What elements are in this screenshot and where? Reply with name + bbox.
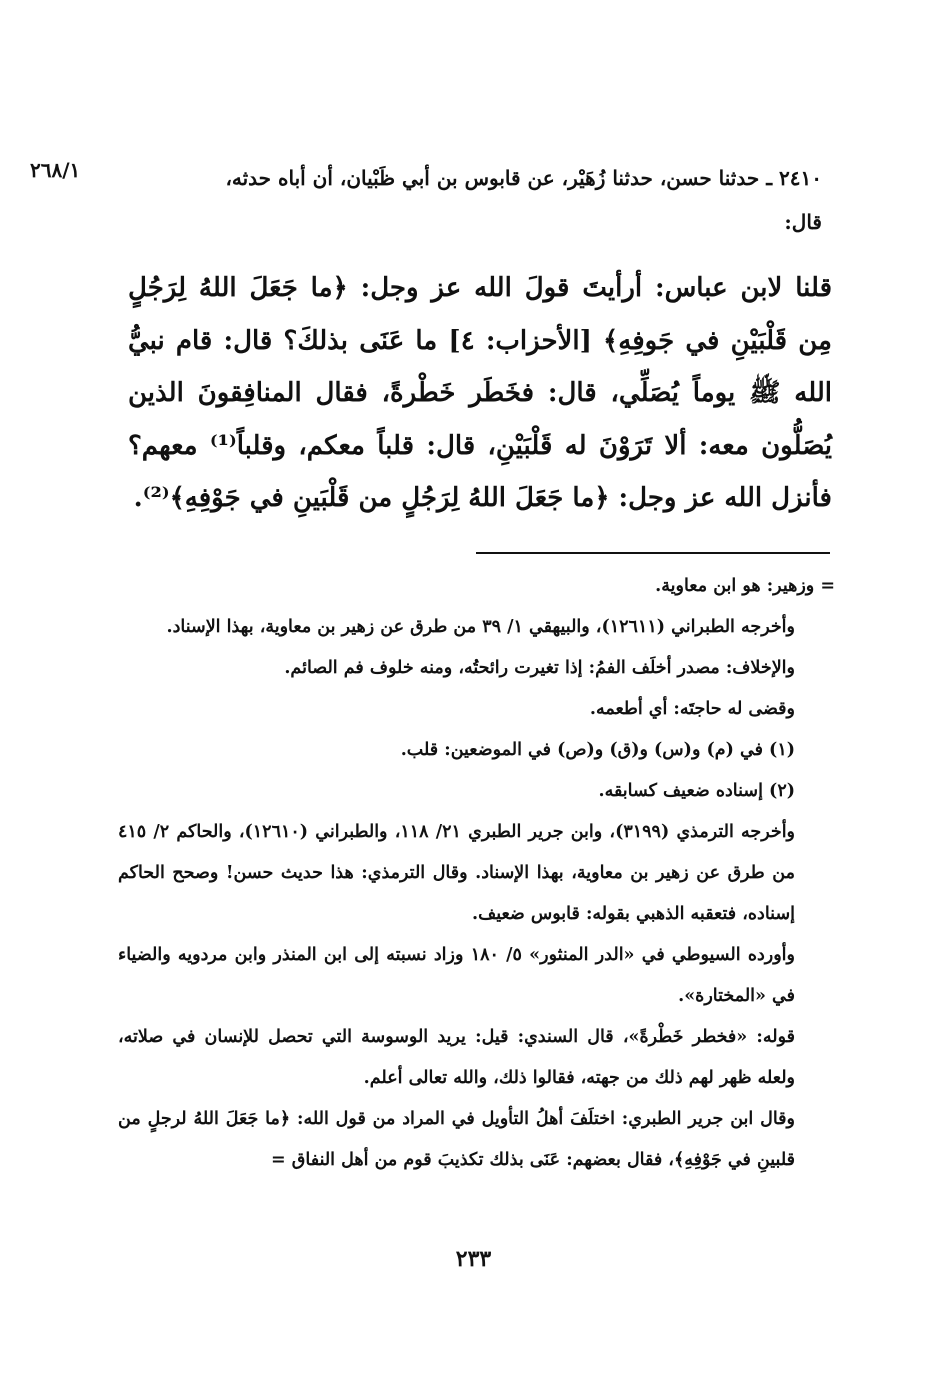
footnote-one: (١) في (م) و(س) و(ق) و(ص) في الموضعين: قلب.	[400, 740, 795, 760]
footnote-separator	[476, 552, 830, 554]
page-number: ٢٣٣	[455, 1246, 492, 1272]
footnotes	[118, 566, 835, 1181]
footnote-paragraph: وأخرجه الترمذي (٣١٩٩)، وابن جرير الطبري ٢١/ ١١٨، والطبراني (١٢٦١٠)، والحاكم ٢/ ٤١٥ من طرق عن زهير بن معاوية، بهذا الإسناد. وقال الترمذي: هذا حديث حسن! وصحح الحاكم إسناده، فتعقبه الذهبي بقوله: قابوس ضعيف.	[118, 822, 796, 924]
footnote-two: (٢) إسناده ضعيف كسابقه.	[598, 781, 795, 801]
footnote-continuation: = وزهير: هو ابن معاوية.	[655, 576, 835, 596]
hadith-body-paragraph: قلنا لابن عباس: أرأيتَ قولَ الله عز وجل: ﴿ما جَعَلَ اللهُ لِرَجُلٍ مِن قَلْبَيْنِ في جَوفِهِ﴾ [الأحزاب: ٤] ما عَنَى بذلكَ؟ قال: قام نبيُّ الله ﷺ يوماً يُصَلِّي، قال: فخَطَر خَطْرةً، فقال المنافِقونَ الذين يُصَلُّون معه: ألا تَرَوْنَ له قَلْبَيْنِ، قال: قلباً معكم، وقلباً⁽¹⁾ معهم؟ فأنزل الله عز وجل: ﴿ما جَعَلَ اللهُ لِرَجُلٍ من قَلْبَينِ في جَوْفِهِ﴾⁽²⁾.	[128, 273, 832, 513]
hadith-heading	[172, 156, 822, 244]
footnote-paragraph: وأورده السيوطي في «الدر المنثور» ٥/ ١٨٠ وزاد نسبته إلى ابن المنذر وابن مردويه والضياء في «المختارة».	[118, 945, 795, 1006]
footnote-paragraph: والإخلاف: مصدر أخلَف الفمُ: إذا تغيرت رائحتُه، ومنه خلوف فم الصائم.	[284, 658, 795, 678]
footnote-paragraph: وقضى له حاجتَه: أي أطعمه.	[589, 699, 795, 719]
footnote-paragraph: قوله: «فخطر خَطْرةً»، قال السندي: قيل: يريد الوسوسة التي تحصل للإنسان في صلاته، ولعله ظهر لهم ذلك من جهته، فقالوا ذلك، والله تعالى أعلم.	[118, 1027, 795, 1088]
hadith-text	[128, 262, 832, 525]
hadith-heading-continuation: قال:	[784, 210, 822, 234]
hadith-number-and-chain: ٢٤١٠ ـ حدثنا حسن، حدثنا زُهَيْر، عن قابوس بن أبي ظَبْيان، أن أباه حدثه،	[225, 166, 822, 190]
footnote-paragraph: وقال ابن جرير الطبري: اختلَفَ أهلُ التأويل في المراد من قول الله: ﴿ما جَعَلَ اللهُ لرجلٍ من قلبينِ في جَوْفِهِ﴾، فقال بعضهم: عَنَى بذلك تكذيبَ قوم من أهل النفاق =	[118, 1109, 795, 1170]
footnote-paragraph: وأخرجه الطبراني (١٢٦١١)، والبيهقي ١/ ٣٩ من طرق عن زهير بن معاوية، بهذا الإسناد.	[166, 617, 795, 637]
margin-reference: ٢٦٨/١	[30, 158, 81, 182]
